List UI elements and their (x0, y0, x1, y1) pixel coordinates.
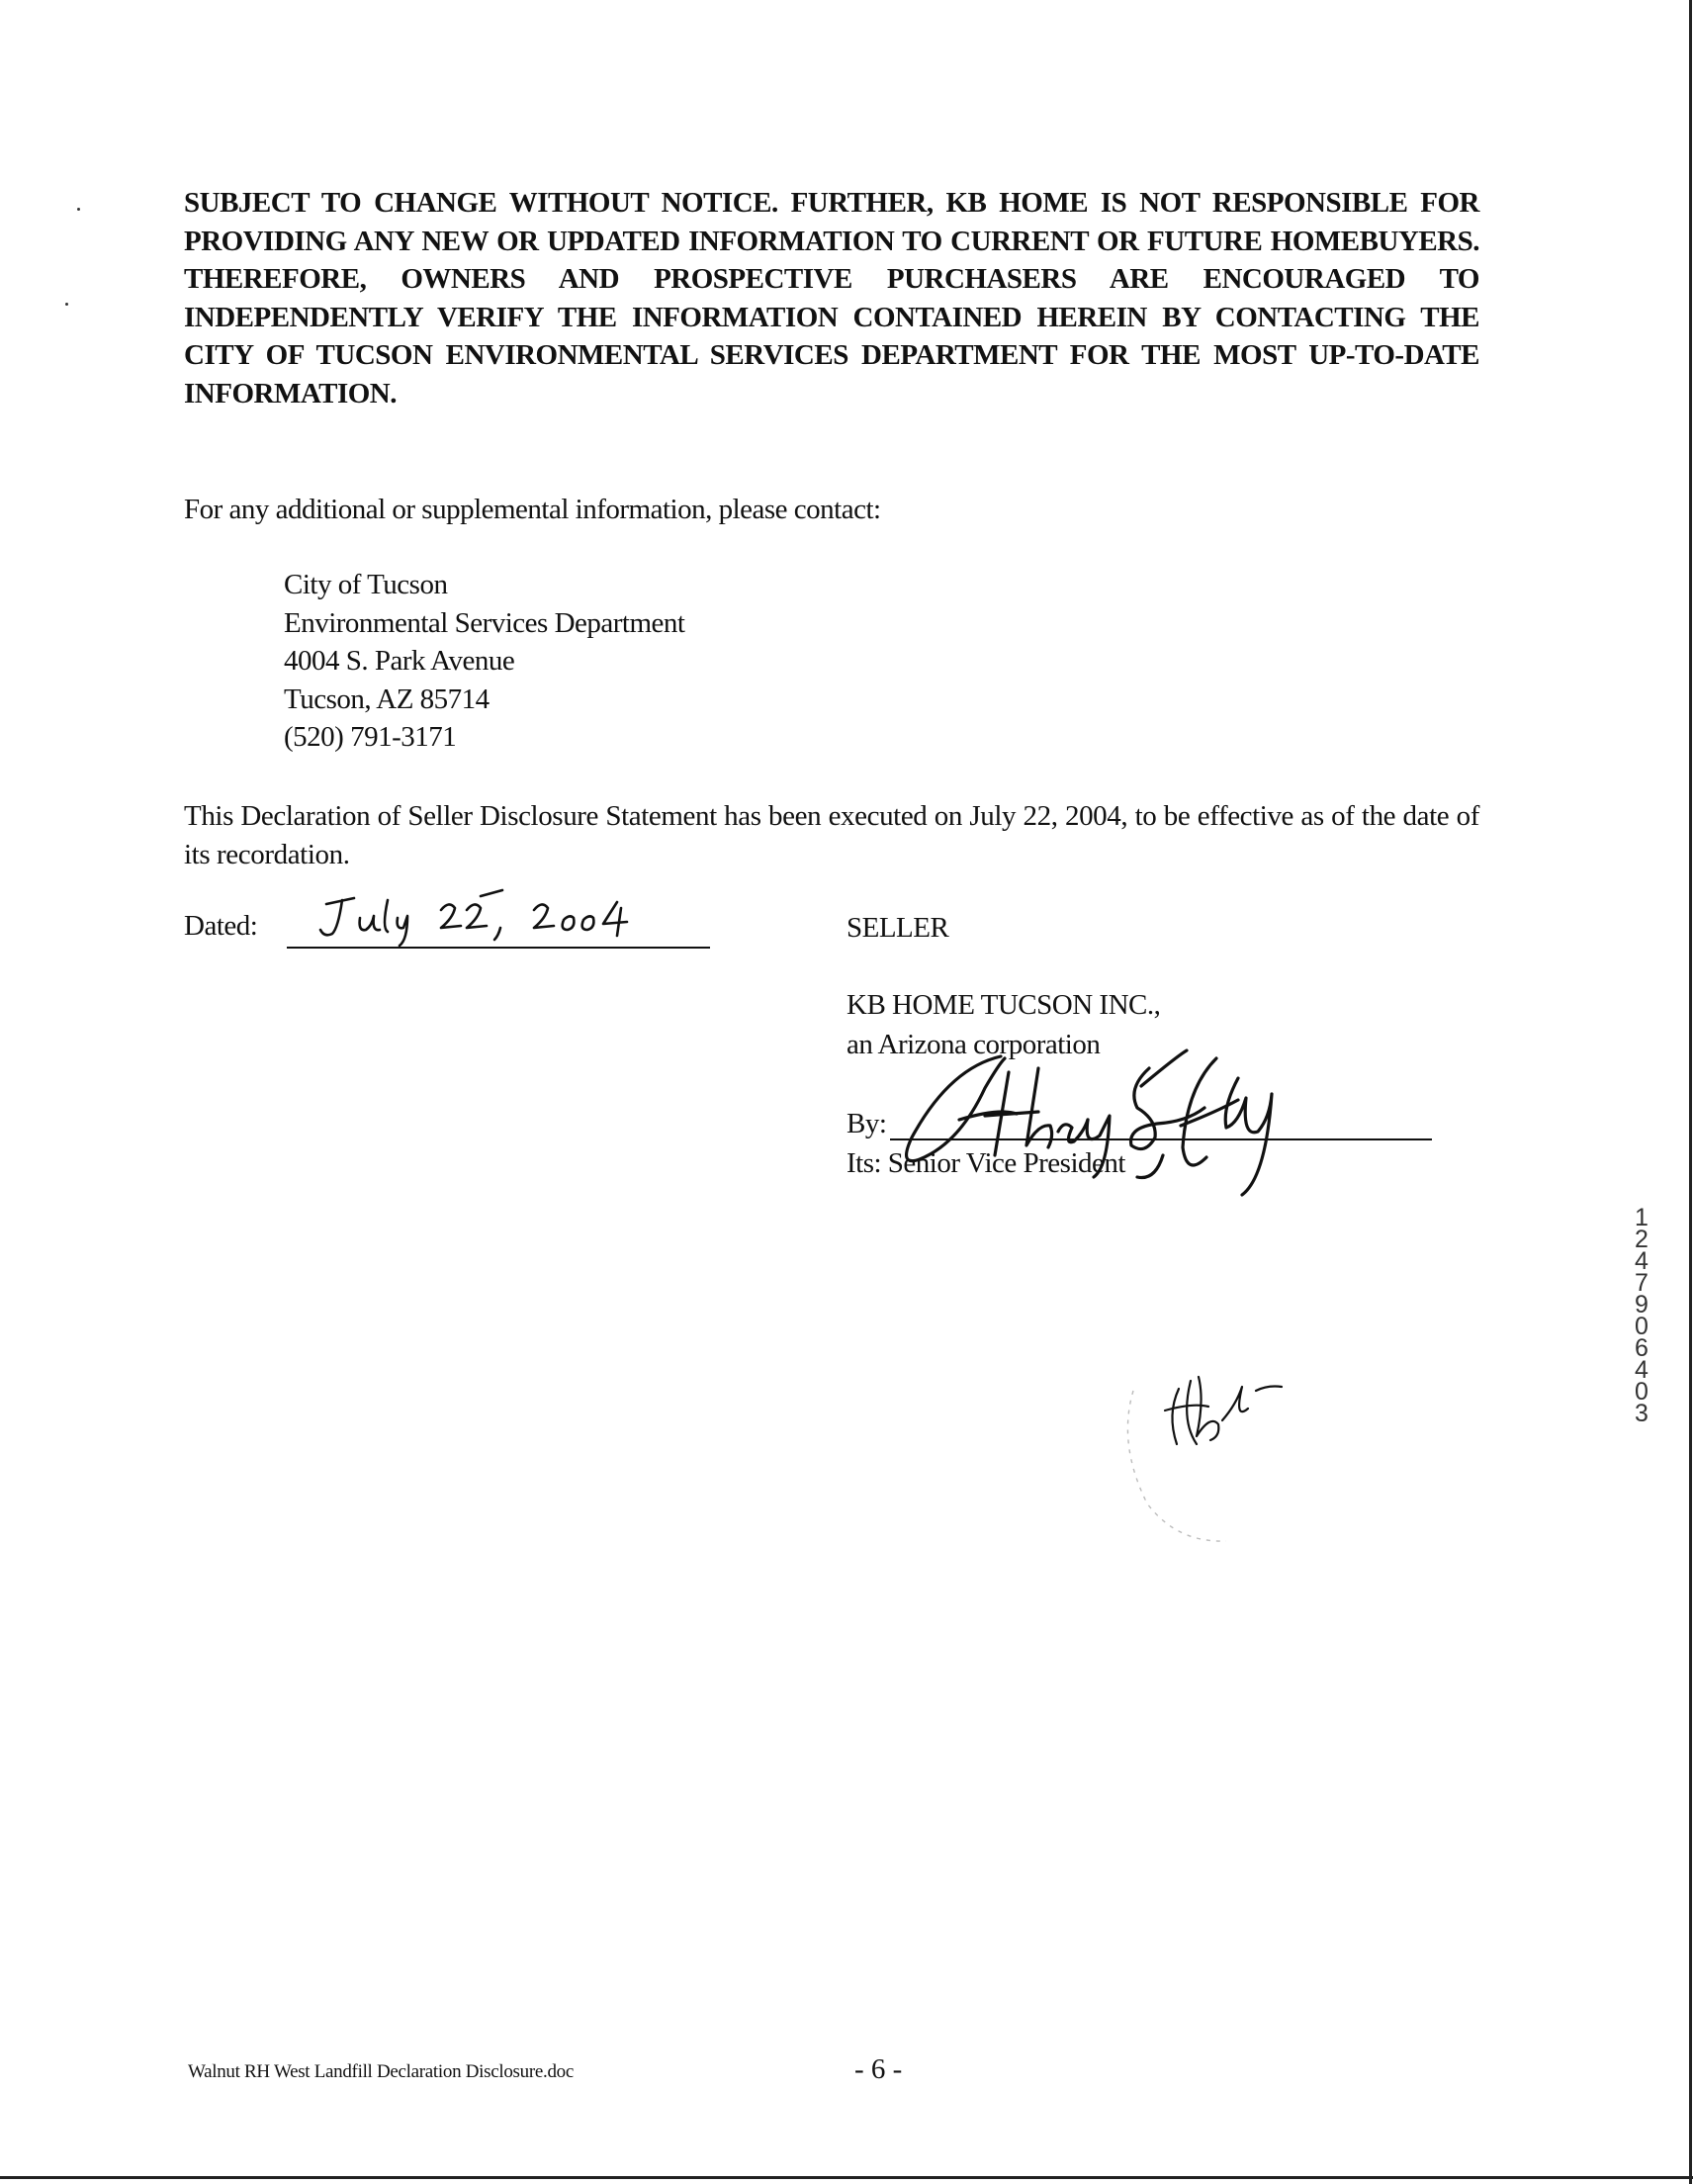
handwritten-signature (890, 1029, 1325, 1197)
contact-intro: For any additional or supplemental information, please contact: (184, 494, 881, 525)
seller-heading: SELLER (846, 912, 949, 944)
by-label: By: (846, 1108, 887, 1139)
recording-number: 12479 06403 (1635, 1204, 1648, 1427)
address-line: City of Tucson (284, 569, 448, 600)
page-bottom-rule (0, 2176, 1693, 2179)
dated-label: Dated: (184, 910, 258, 942)
signer-title: Its: Senior Vice President (846, 1147, 1125, 1179)
footer-filename: Walnut RH West Landfill Declaration Disclosure.doc (188, 2061, 574, 2082)
address-line: Tucson, AZ 85714 (284, 682, 490, 715)
scan-speck (65, 303, 68, 306)
page-edge-rule (1689, 0, 1692, 2184)
handwritten-initials (1108, 1325, 1345, 1563)
address-line: Environmental Services Department (284, 606, 685, 639)
address-line: 4004 S. Park Avenue (284, 645, 515, 677)
disclaimer-paragraph: SUBJECT TO CHANGE WITHOUT NOTICE. FURTHER, KB HOME IS NOT RESPONSIBLE FOR PROVIDING ANY NEW OR UPDATED INFORMATION TO CURRENT OR FUTURE HOMEBUYERS. THEREFORE, OWNERS AND PROSPECTIVE PURCHASERS ARE ENCOURAGED TO INDEPENDENTLY VERIFY THE INFORMATION CONTAINED HEREIN BY CONTACTING THE CITY OF TUCSON ENVIRONMENTAL SERVICES DEPARTMENT FOR THE MOST UP-TO-DATE INFORMATION. (184, 187, 1479, 410)
handwritten-date (314, 888, 641, 948)
seller-corporation: an Arizona corporation (846, 1029, 1101, 1060)
execution-statement: This Declaration of Seller Disclosure Statement has been executed on July 22, 2004, to be effective as of the date of its recordation. (184, 800, 1479, 870)
footer-page-number: - 6 - (854, 2053, 903, 2085)
seller-company: KB HOME TUCSON INC., (846, 989, 1161, 1021)
scan-speck (77, 208, 80, 211)
dated-signature-line (287, 947, 710, 949)
contact-address (284, 566, 976, 757)
phone-number: (520) 791-3171 (284, 721, 457, 753)
